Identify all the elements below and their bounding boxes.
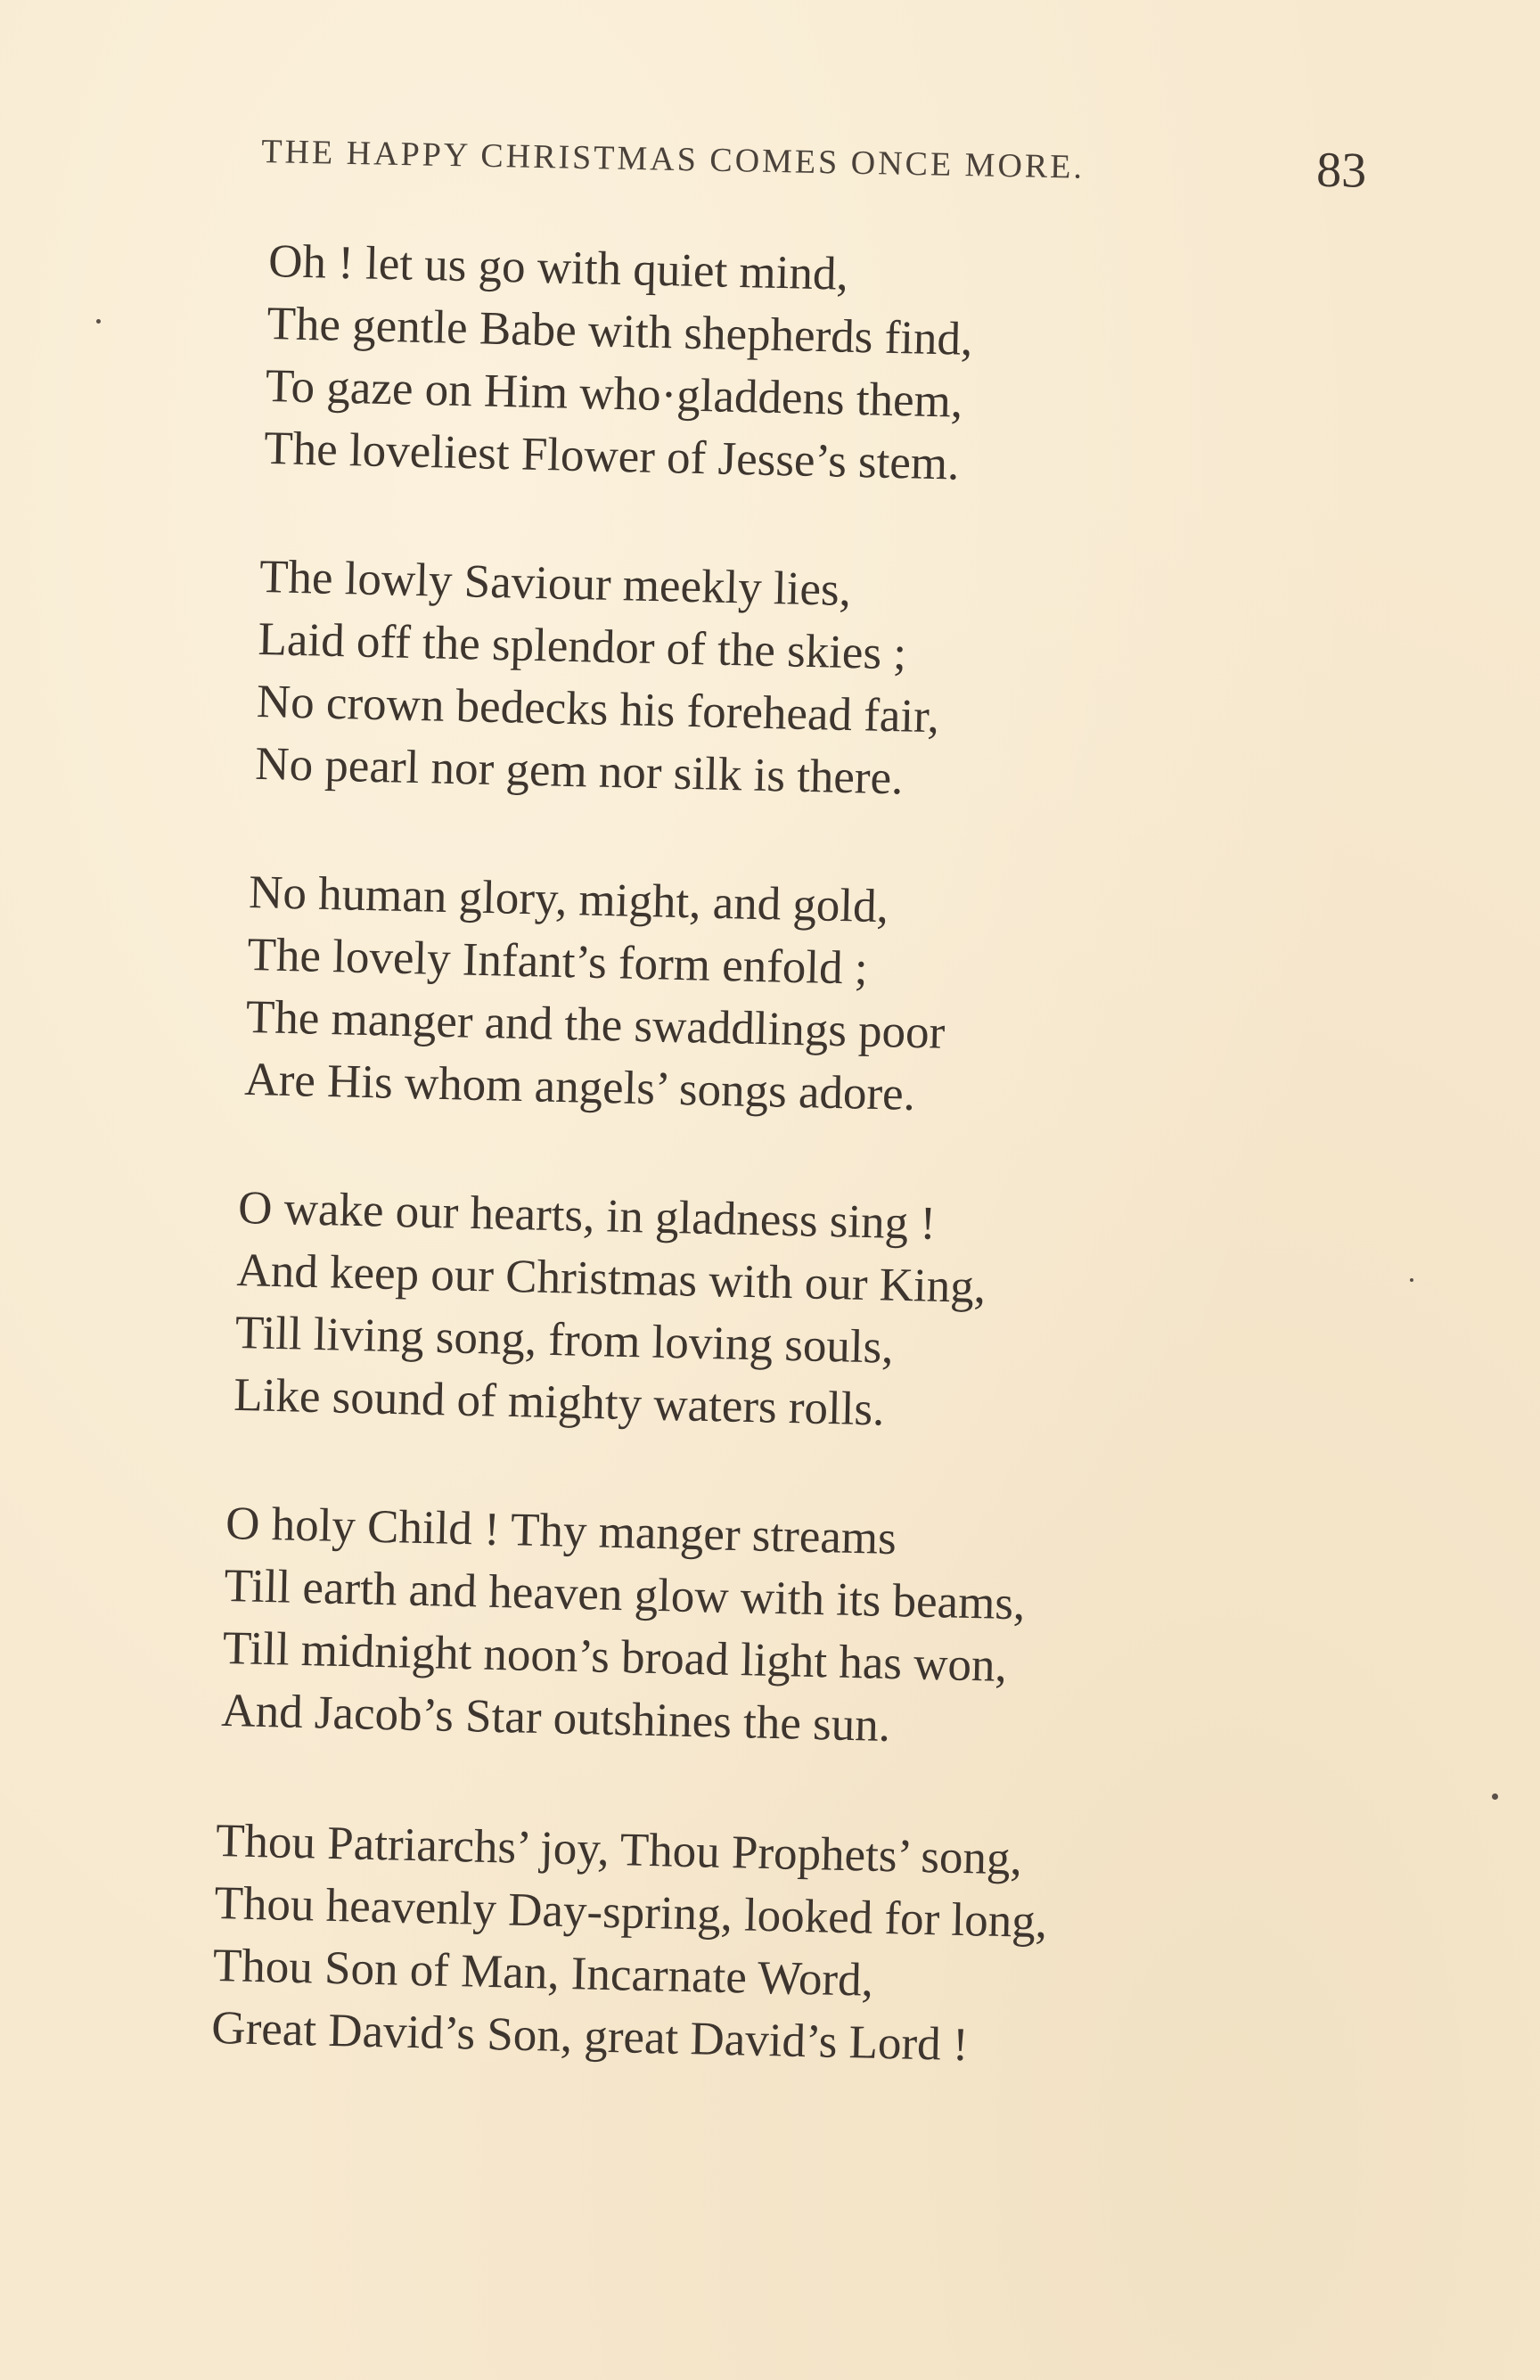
poem-line: Are His whom angels’ songs adore. [243, 1053, 916, 1121]
running-head [260, 123, 1366, 216]
poem-line: The lowly Saviour meekly lies, [258, 550, 852, 617]
paper-speck [96, 319, 101, 324]
running-title: THE HAPPY CHRISTMAS COMES ONCE MORE. [260, 132, 1085, 186]
stanza-2 [255, 546, 943, 810]
poem-line: O wake our hearts, in gladness sing ! [237, 1181, 937, 1250]
poem-line: The loveliest Flower of Jesse’s stem. [263, 422, 961, 490]
poem-line: The lovely Infant’s form enfold ; [246, 928, 869, 995]
poem-line: Till earth and heaven glow with its beams, [223, 1559, 1026, 1630]
poem-line: And keep our Christmas with our King, [235, 1243, 987, 1314]
paper-speck [1492, 1793, 1498, 1800]
poem-line: And Jacob’s Star outshines the sun. [220, 1684, 891, 1752]
poem-line: No crown bedecks his forehead fair, [256, 675, 940, 743]
poem-line: The gentle Babe with shepherds find, [266, 297, 973, 365]
page-number: 83 [1315, 142, 1367, 199]
poem-line: To gaze on Him who·gladdens them, [265, 359, 963, 428]
stanza-6 [211, 1810, 1050, 2078]
stanza-1 [264, 230, 975, 496]
poem-line: No pearl nor gem nor silk is there. [254, 737, 905, 805]
poem-line: O holy Child ! Thy manger streams [225, 1497, 897, 1565]
poem-line: Great David’s Son, great David’s Lord ! [210, 2001, 970, 2072]
poem-line: The manger and the swaddlings poor [245, 990, 946, 1059]
poem-line: Till living song, from loving souls, [234, 1306, 895, 1374]
stanza-4 [233, 1177, 988, 1443]
poem-line: Thou Son of Man, Incarnate Word, [212, 1939, 874, 2007]
poem-line: Oh ! let us go with quiet mind, [267, 234, 849, 300]
poem-line: Thou heavenly Day-spring, looked for long, [213, 1876, 1048, 1949]
paper-speck [1410, 1278, 1413, 1282]
poem-line: Laid off the splendor of the skies ; [257, 612, 907, 680]
poem-line: Till midnight noon’s broad light has won, [222, 1621, 1008, 1692]
poem-line: Thou Patriarchs’ joy, Thou Prophets’ song, [215, 1814, 1023, 1885]
poem-line: No human glory, might, and gold, [248, 866, 889, 933]
poem-line: Like sound of mighty waters rolls. [233, 1368, 886, 1436]
stanza-3 [244, 861, 949, 1127]
stanza-5 [221, 1492, 1028, 1760]
